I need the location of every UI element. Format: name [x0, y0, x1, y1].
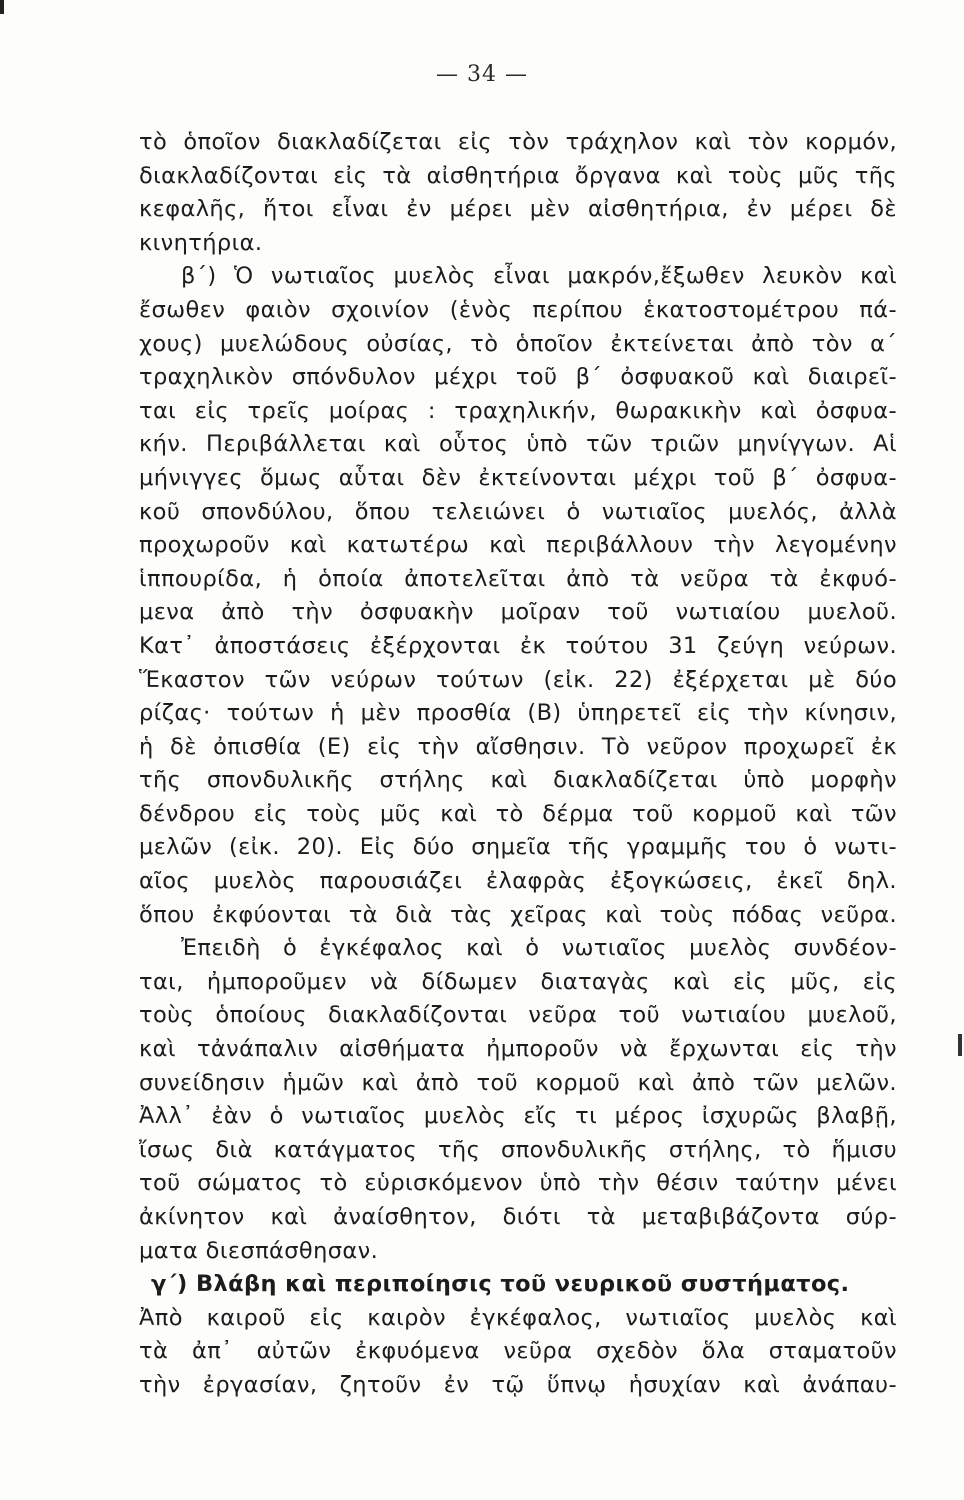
text-line: δένδρου εἰς τοὺς μῦς καὶ τὸ δέρμα τοῦ κορμοῦ καὶ τῶν	[139, 800, 897, 827]
text-line: ἱππουρίδα, ἡ ὁποία ἀποτελεῖται ἀπὸ τὰ νεῦρα τὰ ἐκφυό-	[139, 565, 897, 592]
page-number: — 34 —	[436, 62, 528, 87]
text-line: Ἀπὸ καιροῦ εἰς καιρὸν ἐγκέφαλος, νωτιαῖος μυελὸς καὶ	[139, 1304, 897, 1331]
text-line: Κατ᾽ ἀποστάσεις ἐξέρχονται ἐκ τούτου 31 ζεύγη νεύρων.	[139, 632, 897, 659]
text-line: Ἀλλ᾽ ἐὰν ὁ νωτιαῖος μυελὸς εἴς τι μέρος ἰσχυρῶς βλαβῇ,	[139, 1103, 897, 1130]
text-line: τὰ ἀπ᾽ αὐτῶν ἐκφυόμενα νεῦρα σχεδὸν ὅλα σταματοῦν	[139, 1338, 897, 1365]
text-line: τὴν ἐργασίαν, ζητοῦν ἐν τῷ ὕπνῳ ἡσυχίαν καὶ ἀνάπαυ-	[139, 1371, 897, 1398]
text-line: Ἐπειδὴ ὁ ἐγκέφαλος καὶ ὁ νωτιαῖος μυελὸς συνδέον-	[181, 935, 897, 962]
text-line: τῆς σπονδυλικῆς στήλης καὶ διακλαδίζεται ὑπὸ μορφὴν	[139, 767, 897, 794]
text-line: μελῶν (εἰκ. 20). Εἰς δύο σημεῖα τῆς γραμμῆς του ὁ νωτι-	[139, 834, 897, 861]
scan-corner-mark	[0, 0, 4, 14]
text-line: χους) μυελώδους οὐσίας, τὸ ὁποῖον ἐκτείνεται ἀπὸ τὸν α΄	[139, 330, 897, 357]
text-line: κινητήρια.	[139, 229, 263, 256]
body-text	[139, 126, 897, 1403]
text-line: αῖος μυελὸς παρουσιάζει ἐλαφρὰς ἐξογκώσεις, ἐκεῖ δηλ.	[139, 868, 897, 895]
text-line: β΄) Ὁ νωτιαῖος μυελὸς εἶναι μακρόν,ἔξωθεν λευκὸν καὶ	[181, 263, 897, 290]
text-line: ται εἰς τρεῖς μοίρας : τραχηλικήν, θωρακικὴν καὶ ὀσφυα-	[139, 397, 897, 424]
text-line: ὅπου ἐκφύονται τὰ διὰ τὰς χεῖρας καὶ τοὺς πόδας νεῦρα.	[139, 901, 897, 928]
text-line: ρίζας· τούτων ἡ μὲν προσθία (Β) ὑπηρετεῖ εἰς τὴν κίνησιν,	[139, 700, 897, 727]
text-line: μενα ἀπὸ τὴν ὀσφυακὴν μοῖραν τοῦ νωτιαίου μυελοῦ.	[139, 599, 897, 626]
text-line: συνείδησιν ἡμῶν καὶ ἀπὸ τοῦ κορμοῦ καὶ ἀπὸ τῶν μελῶν.	[139, 1069, 897, 1096]
text-line: κήν. Περιβάλλεται καὶ οὗτος ὑπὸ τῶν τριῶν μηνίγγων. Αἱ	[139, 431, 897, 458]
text-line: ἀκίνητον καὶ ἀναίσθητον, διότι τὰ μεταβιβάζοντα σύρ-	[139, 1204, 897, 1230]
text-line: διακλαδίζονται εἰς τὰ αἰσθητήρια ὄργανα καὶ τοὺς μῦς τῆς	[139, 162, 897, 189]
text-line: τὸ ὁποῖον διακλαδίζεται εἰς τὸν τράχηλον καὶ τὸν κορμόν,	[139, 129, 897, 155]
text-line: προχωροῦν καὶ κατωτέρω καὶ περιβάλλουν τὴν λεγομένην	[139, 532, 897, 559]
text-line: ται, ἠμποροῦμεν νὰ δίδωμεν διαταγὰς καὶ εἰς μῦς, εἰς	[139, 968, 897, 995]
text-line: μήνιγγες ὅμως αὗται δὲν ἐκτείνονται μέχρι τοῦ β΄ ὀσφυα-	[139, 464, 897, 491]
text-line: τοῦ σώματος τὸ εὑρισκόμενον ὑπὸ τὴν θέσιν ταύτην μένει	[139, 1170, 897, 1197]
text-line: κοῦ σπονδύλου, ὅπου τελειώνει ὁ νωτιαῖος μυελός, ἀλλὰ	[139, 498, 897, 525]
text-line: ἡ δὲ ὀπισθία (Ε) εἰς τὴν αἴσθησιν. Τὸ νεῦρον προχωρεῖ ἐκ	[139, 733, 897, 760]
text-line: Ἕκαστον τῶν νεύρων τούτων (εἰκ. 22) ἐξέρχεται μὲ δύο	[139, 666, 897, 693]
scan-edge-mark	[958, 1034, 962, 1056]
section-heading: γ΄) Βλάβη καὶ περιποίησις τοῦ νευρικοῦ συστήματος.	[151, 1271, 850, 1298]
text-line: τραχηλικὸν σπόνδυλον μέχρι τοῦ β΄ ὀσφυακοῦ καὶ διαιρεῖ-	[139, 364, 897, 391]
text-line: τοὺς ὁποίους διακλαδίζονται νεῦρα τοῦ νωτιαίου μυελοῦ,	[139, 1002, 897, 1029]
text-line: ματα διεσπάσθησαν.	[139, 1237, 379, 1264]
text-line: καὶ τἀνάπαλιν αἰσθήματα ἠμποροῦν νὰ ἔρχωνται εἰς τὴν	[139, 1036, 897, 1063]
text-line: ἔσωθεν φαιὸν σχοινίον (ἑνὸς περίπου ἑκατοστομέτρου πά-	[139, 296, 897, 323]
text-line: κεφαλῆς, ἤτοι εἶναι ἐν μέρει μὲν αἰσθητήρια, ἐν μέρει δὲ	[139, 196, 897, 223]
text-line: ἴσως διὰ κατάγματος τῆς σπονδυλικῆς στήλης, τὸ ἥμισυ	[139, 1136, 897, 1163]
